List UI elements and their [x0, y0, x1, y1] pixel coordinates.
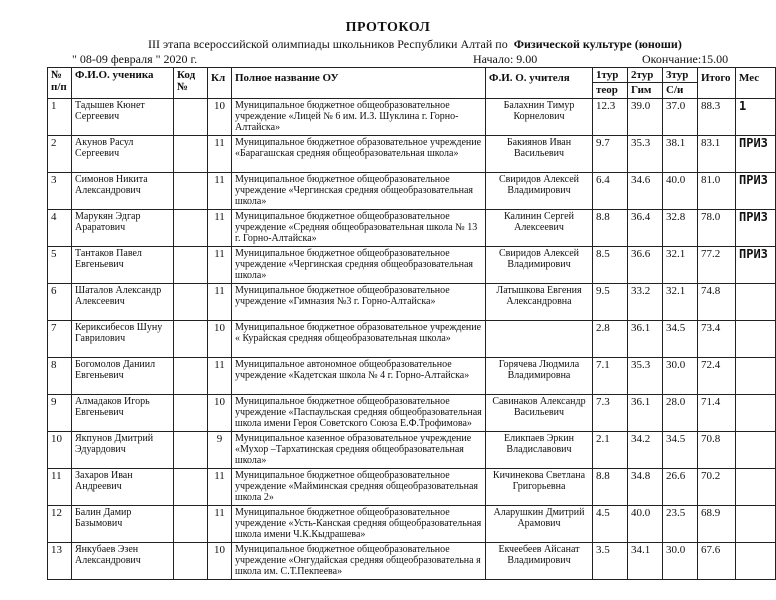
row-number: 3	[48, 172, 72, 209]
score-tour2: 36.6	[628, 246, 663, 283]
score-tour3: 37.0	[663, 98, 698, 135]
student-name: Балин Дамир Базымович	[72, 505, 174, 542]
score-tour3: 30.0	[663, 542, 698, 579]
score-total: 81.0	[698, 172, 736, 209]
student-code	[174, 357, 208, 394]
table-row	[48, 468, 776, 505]
student-code	[174, 98, 208, 135]
score-tour1: 8.8	[593, 468, 628, 505]
score-tour2: 36.4	[628, 209, 663, 246]
teacher-name: Свиридов Алексей Владимирович	[486, 246, 593, 283]
student-name: Алмадаков Игорь Евгеньевич	[72, 394, 174, 431]
col-sub3: С/и	[663, 83, 698, 98]
row-number: 12	[48, 505, 72, 542]
score-tour3: 34.5	[663, 431, 698, 468]
score-tour1: 2.8	[593, 320, 628, 357]
score-tour2: 35.3	[628, 357, 663, 394]
student-code	[174, 468, 208, 505]
school-name: Муниципальное бюджетное общеобразовательное учреждение «Усть-Канская средняя общеобразовательная школа имени Ч.К.Кыдрашева»	[232, 505, 486, 542]
score-tour1: 8.5	[593, 246, 628, 283]
score-total: 67.6	[698, 542, 736, 579]
row-number: 5	[48, 246, 72, 283]
student-name: Захаров Иван Андреевич	[72, 468, 174, 505]
place	[736, 505, 776, 542]
score-tour2: 36.1	[628, 394, 663, 431]
score-tour3: 28.0	[663, 394, 698, 431]
score-total: 78.0	[698, 209, 736, 246]
place	[736, 468, 776, 505]
school-name: Муниципальное бюджетное общеобразовательное учреждение «Чергинская средняя общеобразовательная школа»	[232, 172, 486, 209]
student-grade: 10	[208, 394, 232, 431]
score-total: 77.2	[698, 246, 736, 283]
page-title: ПРОТОКОЛ	[345, 20, 431, 35]
teacher-name: Бакиянов Иван Васильевич	[486, 135, 593, 172]
score-tour1: 6.4	[593, 172, 628, 209]
place	[736, 357, 776, 394]
row-number: 13	[48, 542, 72, 579]
score-total: 70.2	[698, 468, 736, 505]
table-row	[48, 505, 776, 542]
student-code	[174, 209, 208, 246]
score-tour1: 9.5	[593, 283, 628, 320]
table-row	[48, 394, 776, 431]
score-tour2: 34.6	[628, 172, 663, 209]
score-tour1: 7.1	[593, 357, 628, 394]
student-name: Янкубаев Эзен Александрович	[72, 542, 174, 579]
score-tour1: 8.8	[593, 209, 628, 246]
teacher-name: Свиридов Алексей Владимирович	[486, 172, 593, 209]
row-number: 11	[48, 468, 72, 505]
score-total: 68.9	[698, 505, 736, 542]
school-name: Муниципальное казенное образовательное учреждение «Мухор –Тархатинская средняя общеобразовательная школа»	[232, 431, 486, 468]
place	[736, 431, 776, 468]
score-tour3: 23.5	[663, 505, 698, 542]
school-name: Муниципальное бюджетное общеобразовательное учреждение «Онгудайская средняя общеобразовательна я школа им. С.Т.Пекпеева»	[232, 542, 486, 579]
school-name: Муниципальное бюджетное общеобразовательное учреждение «Майминская средняя общеобразовательная школа 2»	[232, 468, 486, 505]
place	[736, 394, 776, 431]
place: ПРИЗ	[736, 246, 776, 283]
col-school: Полное название ОУ	[232, 68, 486, 99]
student-grade: 11	[208, 357, 232, 394]
score-tour2: 40.0	[628, 505, 663, 542]
col-tour3: 3тур	[663, 68, 698, 83]
table-row	[48, 357, 776, 394]
place	[736, 320, 776, 357]
score-tour1: 7.3	[593, 394, 628, 431]
col-num: № п/п	[48, 68, 72, 99]
subject-name: Физической культуре (юноши)	[513, 37, 682, 51]
col-total: Итого	[698, 68, 736, 99]
student-grade: 11	[208, 468, 232, 505]
teacher-name: Горячева Людмила Владимировна	[486, 357, 593, 394]
student-grade: 11	[208, 283, 232, 320]
place: 1	[736, 98, 776, 135]
end-time: Окончание:15.00	[642, 52, 729, 66]
student-code	[174, 505, 208, 542]
score-tour3: 32.8	[663, 209, 698, 246]
row-number: 9	[48, 394, 72, 431]
student-grade: 10	[208, 542, 232, 579]
score-total: 71.4	[698, 394, 736, 431]
score-tour3: 34.5	[663, 320, 698, 357]
teacher-name: Кичинекова Светлана Григорьевна	[486, 468, 593, 505]
table-row	[48, 135, 776, 172]
place	[736, 542, 776, 579]
table-row	[48, 431, 776, 468]
score-tour2: 33.2	[628, 283, 663, 320]
table-row	[48, 283, 776, 320]
place	[736, 283, 776, 320]
student-code	[174, 394, 208, 431]
row-number: 10	[48, 431, 72, 468]
col-tour2: 2тур	[628, 68, 663, 83]
student-name: Тантаков Павел Евгеньевич	[72, 246, 174, 283]
event-date: " 08-09 февраля " 2020 г.	[72, 52, 198, 66]
table-row	[48, 98, 776, 135]
col-sub2: Гим	[628, 83, 663, 98]
school-name: Муниципальное бюджетное общеобразовательное учреждение «Лицей № 6 им. И.З. Шуклина г. Горно-Алтайска»	[232, 98, 486, 135]
place: ПРИЗ	[736, 135, 776, 172]
score-total: 74.8	[698, 283, 736, 320]
teacher-name: Балахнин Тимур Корнелович	[486, 98, 593, 135]
score-tour2: 39.0	[628, 98, 663, 135]
student-code	[174, 283, 208, 320]
place: ПРИЗ	[736, 172, 776, 209]
table-row	[48, 542, 776, 579]
table-row	[48, 209, 776, 246]
col-name: Ф.И.О. ученика	[72, 68, 174, 99]
school-name: Муниципальное бюджетное образовательное учреждение «Барагашская средняя общеобразовательная школа»	[232, 135, 486, 172]
student-code	[174, 172, 208, 209]
place: ПРИЗ	[736, 209, 776, 246]
row-number: 4	[48, 209, 72, 246]
score-total: 70.8	[698, 431, 736, 468]
score-total: 72.4	[698, 357, 736, 394]
col-code: Код №	[174, 68, 208, 99]
score-tour2: 34.2	[628, 431, 663, 468]
score-tour3: 26.6	[663, 468, 698, 505]
student-code	[174, 320, 208, 357]
student-grade: 10	[208, 320, 232, 357]
olympiad-subtitle	[148, 37, 682, 52]
col-tour1: 1тур	[593, 68, 628, 83]
row-number: 8	[48, 357, 72, 394]
student-name: Шаталов Александр Алексеевич	[72, 283, 174, 320]
table-row	[48, 246, 776, 283]
table-row	[48, 320, 776, 357]
student-name: Марукян Эдгар Араратович	[72, 209, 174, 246]
header-row	[48, 68, 776, 83]
score-tour2: 36.1	[628, 320, 663, 357]
student-grade: 10	[208, 98, 232, 135]
student-code	[174, 431, 208, 468]
score-tour1: 3.5	[593, 542, 628, 579]
student-name: Якпунов Дмитрий Эдуардович	[72, 431, 174, 468]
col-grade: Кл	[208, 68, 232, 99]
results-body	[48, 98, 776, 579]
score-tour3: 30.0	[663, 357, 698, 394]
student-grade: 11	[208, 172, 232, 209]
table-row	[48, 172, 776, 209]
score-tour2: 34.1	[628, 542, 663, 579]
school-name: Муниципальное бюджетное общеобразовательное учреждение «Паспаульская средняя общеобразовательная школа имени Героя Советского Союза Е.Ф.Трофимова»	[232, 394, 486, 431]
score-tour1: 9.7	[593, 135, 628, 172]
col-sub1: теор	[593, 83, 628, 98]
teacher-name: Екчеебеев Айсанат Владимирович	[486, 542, 593, 579]
school-name: Муниципальное бюджетное общеобразовательное учреждение «Средняя общеобразовательная школа № 13 г. Горно-Алтайска»	[232, 209, 486, 246]
student-name: Акунов Расул Сергеевич	[72, 135, 174, 172]
teacher-name: Латышкова Евгения Александровна	[486, 283, 593, 320]
school-name: Муниципальное бюджетное общеобразовательное учреждение «Гимназия №3 г. Горно-Алтайска»	[232, 283, 486, 320]
student-name: Богомолов Даниил Евгеньевич	[72, 357, 174, 394]
row-number: 1	[48, 98, 72, 135]
student-code	[174, 246, 208, 283]
teacher-name: Калинин Сергей Алексеевич	[486, 209, 593, 246]
col-teacher: Ф.И. О. учителя	[486, 68, 593, 99]
student-code	[174, 542, 208, 579]
score-tour3: 32.1	[663, 283, 698, 320]
score-tour3: 40.0	[663, 172, 698, 209]
score-total: 88.3	[698, 98, 736, 135]
student-name: Кериксибесов Шуну Гаврилович	[72, 320, 174, 357]
student-name: Симонов Никита Александрович	[72, 172, 174, 209]
score-tour1: 12.3	[593, 98, 628, 135]
score-tour2: 35.3	[628, 135, 663, 172]
start-time: Начало: 9.00	[473, 52, 538, 66]
student-name: Тадышев Кюнет Сергеевич	[72, 98, 174, 135]
score-tour3: 38.1	[663, 135, 698, 172]
row-number: 7	[48, 320, 72, 357]
teacher-name: Еликпаев Эркин Владиславович	[486, 431, 593, 468]
results-table	[47, 67, 776, 580]
school-name: Муниципальное бюджетное образовательное учреждение « Курайская средняя общеобразовательная школа»	[232, 320, 486, 357]
score-tour1: 4.5	[593, 505, 628, 542]
subtitle-prefix: III этапа всероссийской олимпиады школьников Республики Алтай по	[148, 37, 508, 51]
score-total: 83.1	[698, 135, 736, 172]
student-grade: 11	[208, 505, 232, 542]
score-tour2: 34.8	[628, 468, 663, 505]
school-name: Муниципальное бюджетное общеобразовательное учреждение «Чергинская средняя общеобразовательная школа»	[232, 246, 486, 283]
student-grade: 11	[208, 135, 232, 172]
score-tour3: 32.1	[663, 246, 698, 283]
student-grade: 11	[208, 246, 232, 283]
score-tour1: 2.1	[593, 431, 628, 468]
teacher-name	[486, 320, 593, 357]
row-number: 6	[48, 283, 72, 320]
student-grade: 9	[208, 431, 232, 468]
score-total: 73.4	[698, 320, 736, 357]
row-number: 2	[48, 135, 72, 172]
col-place: Мес	[736, 68, 776, 99]
teacher-name: Аларушкин Дмитрий Арамович	[486, 505, 593, 542]
student-code	[174, 135, 208, 172]
teacher-name: Савинаков Александр Васильевич	[486, 394, 593, 431]
school-name: Муниципальное автономное общеобразовательное учреждение «Кадетская школа № 4 г. Горно-Алтайска»	[232, 357, 486, 394]
student-grade: 11	[208, 209, 232, 246]
